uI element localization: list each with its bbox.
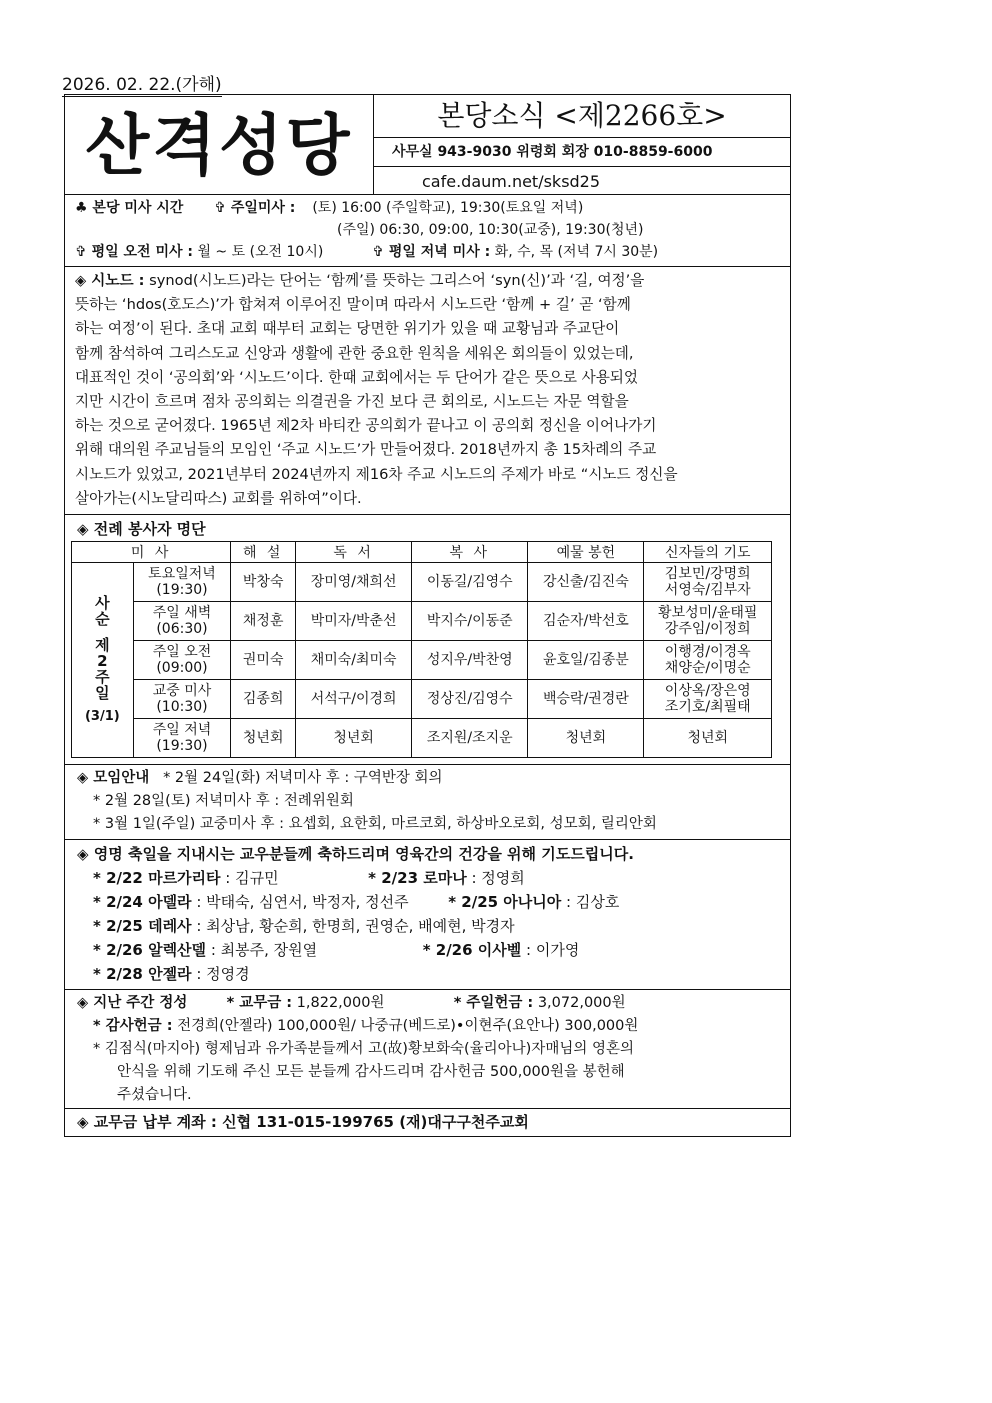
servers-title: ◈ 전례 봉사자 명단 (77, 520, 206, 539)
feast-name: * 2/25 아나니아 (448, 893, 562, 912)
feast-people: : 이가영 (521, 941, 580, 960)
table-row (72, 563, 772, 602)
synod-article (65, 267, 790, 515)
sunday-mass-line1: (토) 16:00 (주일학교), 19:30(토요일 저녁) (312, 200, 584, 216)
gathering-label: ◈ 모임안내 (77, 770, 150, 787)
feast-people: : 김상호 (561, 893, 620, 912)
synod-line: 대표적인 것이 ‘공의회’와 ‘시노드’이다. 한때 교회에서는 두 단어가 같은 뜻으로 사용되었 (75, 368, 639, 386)
feast-people: : 박태숙, 심연서, 박정자, 정선주 (191, 893, 409, 912)
reading-cell: 서석구/이경희 (296, 680, 412, 719)
gathering-line: * 2월 24일(화) 저녁미사 후 : 구역반장 회의 (163, 770, 443, 787)
bulletin-number: 본당소식 <제2266호> (374, 95, 790, 138)
commentary-cell: 채정훈 (231, 602, 296, 641)
synod-line: synod(시노드)라는 단어는 ‘함께’를 뜻하는 그리스어 ‘syn(신)’과 ‘길, 여정’을 (149, 272, 645, 289)
col-header: 미 사 (72, 542, 231, 563)
sunday-offering-label: * 주일헌금 : (453, 995, 534, 1012)
liturgy-servers (65, 515, 790, 765)
feast-name: * 2/24 아델라 (93, 893, 192, 912)
sunday-mass-label: ✞ 주일미사 : (214, 200, 296, 216)
synod-line: 함께 참석하여 그리스도교 신앙과 생활에 관한 중요한 원칙을 세워온 회의들이 있었는데, (75, 344, 634, 362)
reading-cell: 장미영/채희선 (296, 563, 412, 602)
commentary-cell: 김종희 (231, 680, 296, 719)
synod-line: 뜻하는 ‘hdos(호도스)’가 합쳐져 이루어진 말이며 따라서 시노드란 ‘함께 + 길’ 곧 ‘함께 (75, 296, 631, 314)
synod-line: 지만 시간이 흐르며 점차 공의회는 의결권을 가진 보다 큰 회의로, 시노드는 자문 역할을 (75, 393, 629, 411)
reading-cell: 청년회 (296, 719, 412, 758)
reading-cell: 박미자/박춘선 (296, 602, 412, 641)
feast-name: * 2/26 이사벨 (422, 941, 522, 960)
weekday-pm-label: ✞ 평일 저녁 미사 : (372, 244, 491, 260)
weekday-pm-times: 화, 수, 목 (저녁 7시 30분) (494, 244, 659, 260)
reading-cell: 채미숙/최미숙 (296, 641, 412, 680)
prayer-cell: 김보민/강명희 서영숙/김부자 (644, 563, 772, 602)
dues-amount: 1,822,000원 (292, 995, 385, 1012)
feast-title: ◈ 영명 축일을 지내시는 교우분들께 축하드리며 영육간의 건강을 위해 기도드립니다. (77, 845, 634, 864)
commentary-cell: 권미숙 (231, 641, 296, 680)
feast-days (65, 840, 790, 990)
synod-line: 하는 여정’이 된다. 초대 교회 때부터 교회는 당면한 위기가 있을 때 교황님과 주교단이 (75, 320, 620, 338)
col-header: 해 설 (231, 542, 296, 563)
thanks-detail: 전경희(안젤라) 100,000원/ 나중규(베드로)•이현주(요안나) 300,000원 (172, 1018, 639, 1035)
mass-cell: 토요일저녁 (19:30) (133, 563, 231, 602)
gathering-line: * 3월 1일(주일) 교중미사 후 : 요셉회, 요한회, 마르코회, 하상바오로회, 성모회, 릴리안회 (93, 816, 657, 833)
feast-people: : 정영경 (191, 965, 250, 984)
feast-people: : 최상남, 황순희, 한명희, 권영순, 배예현, 박경자 (191, 917, 515, 936)
sunday-mass-line2: (주일) 06:30, 09:00, 10:30(교중), 19:30(청년) (337, 222, 644, 238)
sunday-offering-amount: 3,072,000원 (533, 995, 626, 1012)
feast-people: : 정영희 (466, 869, 525, 888)
bank-account: ◈ 교무금 납부 계좌 : 신협 131-015-199765 (재)대구구천주교회 (77, 1113, 529, 1132)
prayer-cell: 청년회 (644, 719, 772, 758)
altar-cell: 정상진/김영수 (412, 680, 528, 719)
offering-cell: 백승락/권경란 (528, 680, 644, 719)
table-header-row (72, 542, 772, 563)
feast-people: : 최봉주, 장원열 (206, 941, 318, 960)
bulletin-frame (64, 94, 791, 1137)
offering-cell: 김순자/박선호 (528, 602, 644, 641)
cafe-url[interactable]: cafe.daum.net/sksd25 (422, 172, 601, 191)
servers-table (71, 541, 772, 758)
weekday-am-times: 월 ~ 토 (오전 10시) (197, 244, 324, 260)
offering-cell: 강신출/김진숙 (528, 563, 644, 602)
dues-label: * 교무금 : (226, 995, 293, 1012)
synod-label: ◈ 시노드 : (75, 272, 145, 289)
prayer-cell: 황보성미/윤태필 강주임/이정희 (644, 602, 772, 641)
issue-date: 2026. 02. 22.(가해) (62, 70, 222, 95)
feast-name: * 2/22 마르가리타 (93, 869, 221, 888)
contact-numbers: 사무실 943-9030 위령회 회장 010-8859-6000 (374, 138, 790, 167)
feast-name: * 2/28 안젤라 (93, 965, 192, 984)
header-info (374, 95, 790, 194)
table-row (72, 641, 772, 680)
offering-label: ◈ 지난 주간 정성 (77, 995, 188, 1012)
thanks-note: 주셨습니다. (117, 1087, 192, 1104)
sunday-label: 사 순 제 2 주 일 (3/1) (72, 563, 134, 758)
offering-cell: 청년회 (528, 719, 644, 758)
col-header: 신자들의 기도 (644, 542, 772, 563)
feast-name: * 2/26 알렉산델 (93, 941, 207, 960)
commentary-cell: 청년회 (231, 719, 296, 758)
commentary-cell: 박창숙 (231, 563, 296, 602)
table-row (72, 719, 772, 758)
synod-line: 위해 대의원 주교님들의 모임인 ‘주교 시노드’가 만들어졌다. 2018년까지 총 15차례의 주교 (75, 441, 657, 459)
prayer-cell: 이행경/이경옥 채양순/이명순 (644, 641, 772, 680)
synod-line: 시노드가 있었고, 2021년부터 2024년까지 제16차 주교 시노드의 주제가 바로 “시노드 정신을 (75, 465, 678, 483)
col-header: 복 사 (412, 542, 528, 563)
mass-cell: 교중 미사 (10:30) (133, 680, 231, 719)
feast-name: * 2/23 로마나 (368, 869, 467, 888)
col-header: 예물 봉헌 (528, 542, 644, 563)
prayer-cell: 이상옥/장은영 조기호/최필태 (644, 680, 772, 719)
gathering-notice (65, 765, 790, 840)
thanks-note: * 김점식(마지아) 형제님과 유가족분들께서 고(故)황보화숙(율리아나)자매님의 영혼의 (93, 1041, 634, 1058)
bulletin-header (65, 95, 790, 195)
feast-name: * 2/25 데레사 (93, 917, 192, 936)
altar-cell: 박지수/이동준 (412, 602, 528, 641)
mass-cell: 주일 저녁 (19:30) (133, 719, 231, 758)
altar-cell: 조지원/조지운 (412, 719, 528, 758)
thanks-label: * 감사헌금 : (93, 1018, 173, 1035)
synod-line: 살아가는(시노달리따스) 교회를 위하여”이다. (75, 489, 362, 507)
table-row (72, 602, 772, 641)
weekday-am-label: ✞ 평일 오전 미사 : (75, 244, 193, 260)
col-header: 독 서 (296, 542, 412, 563)
mass-times (65, 195, 790, 267)
gathering-line: * 2월 28일(토) 저녁미사 후 : 전례위원회 (93, 793, 354, 810)
altar-cell: 이동길/김영수 (412, 563, 528, 602)
mass-cell: 주일 새벽 (06:30) (133, 602, 231, 641)
parish-title: 산격성당 (65, 95, 374, 194)
offering-cell: 윤호일/김종분 (528, 641, 644, 680)
thanks-note: 안식을 위해 기도해 주신 모든 분들께 감사드리며 감사헌금 500,000원을 봉헌해 (117, 1064, 625, 1081)
mass-times-label: ♣ 본당 미사 시간 (75, 200, 184, 216)
feast-people: : 김규민 (220, 869, 279, 888)
synod-line: 하는 것으로 굳어졌다. 1965년 제2차 바티칸 공의회가 끝나고 이 공의회 정신을 이어나가기 (75, 417, 657, 435)
table-row (72, 680, 772, 719)
offering-report (65, 990, 790, 1109)
altar-cell: 성지우/박찬영 (412, 641, 528, 680)
mass-cell: 주일 오전 (09:00) (133, 641, 231, 680)
